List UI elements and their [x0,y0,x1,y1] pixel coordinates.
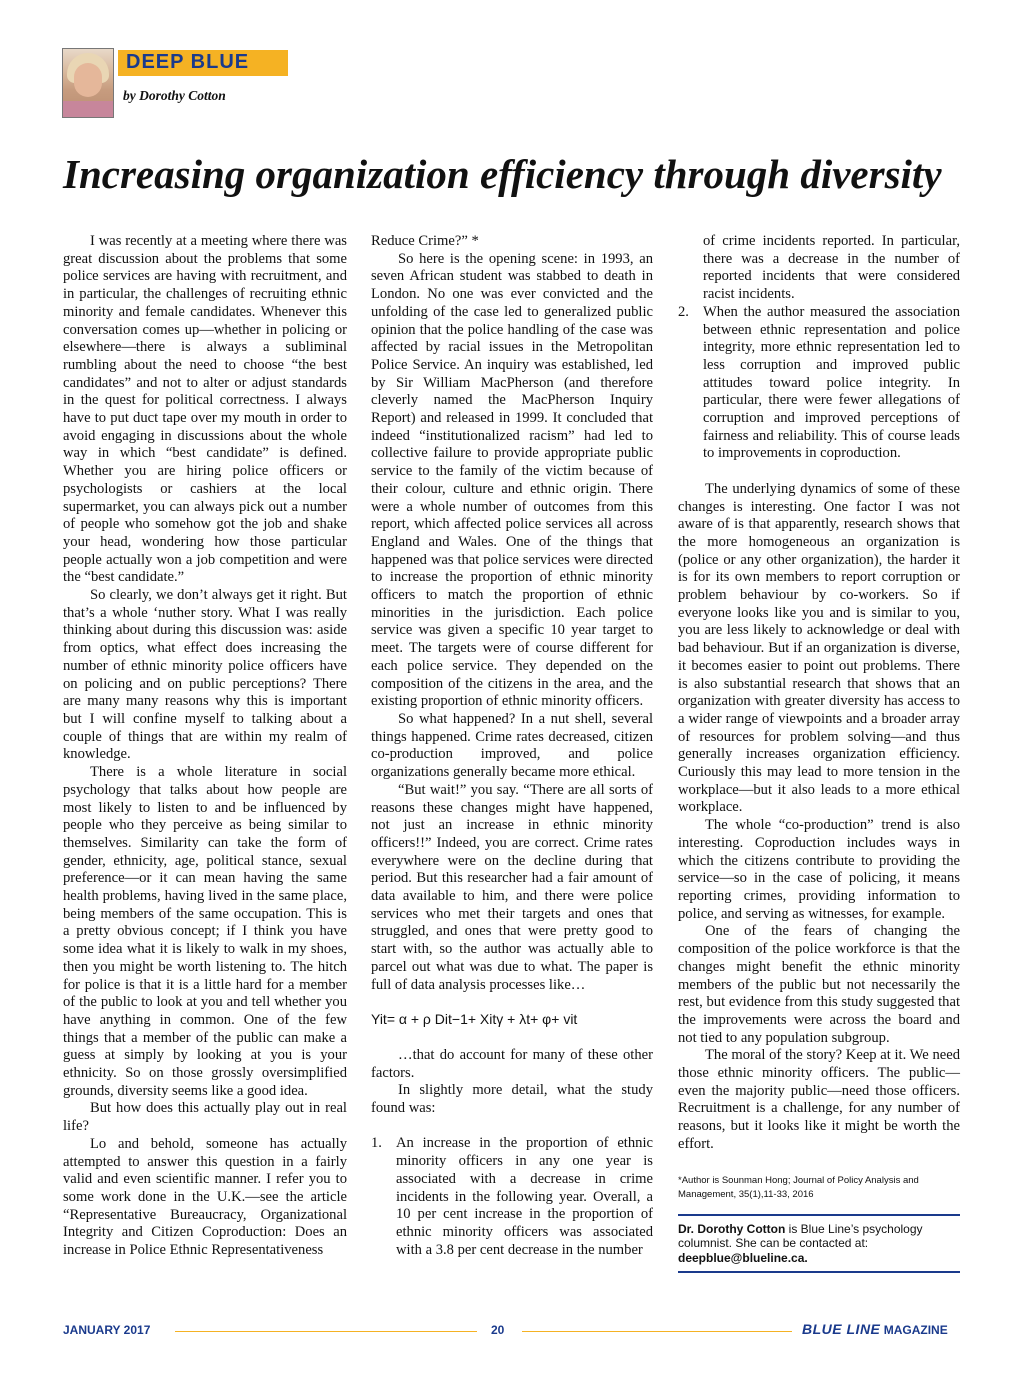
list-text: An increase in the proportion of ethnic minority officers in any one year is associated with a decrease in crime incidents in the following year. Overall, a 10 per cent increase in the proportion of ethnic minority officers was associated with a 3.8 per cent decrease in the number [396,1135,653,1258]
list-number: 2. [678,303,689,320]
column-3 [678,233,960,1273]
paragraph: There is a whole literature in social psychology that talks about how people are most likely to listen to and be influenced by people who they perceive as being similar to themselves. Similarity can take the form of gender, ethnicity, age, political stance, sexual preference—or it can mean having the same health problems, having lived in the same place, being members of the same occupation. This is a pretty obvious concept; if I think you have some idea what it is likely to walk in my shoes, then you might be worth listening to. The hitch for police is that it is a little hard for a member of the public to look at you and tell whether you have anything in common. One of the few things that a member of the public can make a guess at simply by looking at you is your ethnicity. So on those grossly oversimplified grounds, diversity seems like a good idea. [63,764,347,1099]
paragraph: In slightly more detail, what the study found was: [371,1082,653,1117]
section-banner [118,50,288,76]
magazine-brand: BLUE LINE [802,1321,881,1337]
paragraph: “But wait!” you say. “There are all sorts of reasons these changes might have happened, not just an increase in ethnic minority officers!!” Indeed, you are correct. Crime rates everywhere were on the decline during that period. But this researcher had a fair amount of data available to him, and there were police services who met their targets and ones that struggled, and ones that were pretty good to start with, so the author was actually able to parcel out what was due to what. The paper is full of data analysis processes like… [371,781,653,993]
paragraph: So what happened? In a nut shell, several things happened. Crime rates decreased, citizen co-production improved, and police organizations generally became more ethical. [371,710,653,781]
list-text-continued: of crime incidents reported. In particular, there was a decrease in the number of reported incidents that were considered racist incidents. [703,233,960,303]
author-photo [62,48,114,118]
paragraph: The moral of the story? Keep at it. We need those ethnic minority officers. The public—even the majority public—need those officers. Recruitment is a challenge, for any number of reasons, but it looks like it might be worth the effort. [678,1047,960,1152]
footer-rule-right [522,1331,792,1332]
paragraph: Lo and behold, someone has actually attempted to answer this question in a fairly valid and even scientific manner. I refer you to some work done in the U.K.—see the article “Representative Bureaucracy, Organizational Integrity and Citizen Coproduction: Does an increase in Police Ethnic Representativeness [63,1135,347,1259]
section-label: DEEP BLUE [126,51,250,73]
photo-face [74,63,102,97]
photo-shirt [63,101,113,117]
paragraph: I was recently at a meeting where there was great discussion about the problems that some police services are having with recruitment, and in particular, the challenges of recruiting ethnic minority and female candidates. Whenever this conversation comes up—whether in policing or elsewhere—there is always a subliminal rumbling about the need to choose “the best candidates” and not to alter or adjust standards in the quest for political correctness. I always have to put duct tape over my mouth in order to avoid engaging in discussions about the whole way in which “best candidate” is defined. Whether you are hiring police officers or psychologists or cashiers at the local supermarket, you can always pick out a number of people who somehow got the job and shake your head, wondering how those particular people actually won a job competition and were the “best candidate.” [63,233,347,586]
bio-name: Dr. Dorothy Cotton [678,1221,786,1236]
list-text: When the author measured the association between ethnic representation and police integrity, more ethnic representation led to less corruption and improved public attitudes toward police integrity. In particular, there were fewer allegations of corruption and improved perceptions of fairness and reliability. This of course leads to improvements in coproduction. [703,303,960,462]
magazine-name [802,1321,948,1337]
formula: Yit= α + ρ Dit−1+ Xitγ + λt+ φ+ vit [371,1011,578,1028]
paragraph: The whole “co-production” trend is also interesting. Coproduction includes ways in which the citizens contribute to providing the service—so in the case of policing, it means reporting crimes, providing information to police, and serving as witnesses, for example. [678,817,960,922]
page-number: 20 [491,1323,505,1337]
column-2 [371,233,653,1259]
list-number: 1. [371,1135,382,1152]
paragraph: Reduce Crime?” * [371,233,479,249]
bio-email[interactable]: deepblue@blueline.ca. [678,1250,808,1265]
paragraph: One of the fears of changing the composition of the police workforce is that the changes might benefit the ethnic minority members of the public but not necessarily the rest, but evidence from this study suggested that the improvements were across the board and not tied to any population subgroup. [678,923,960,1046]
article-title: Increasing organization efficiency through diversity [63,151,942,197]
list-item [371,1135,653,1259]
paragraph: But how does this actually play out in real life? [63,1100,347,1135]
paragraph: So clearly, we don’t always get it right. But that’s a whole ‘nuther story. What I was really thinking about during this discussion was: aside from optics, what effect does increasing the number of ethnic minority police officers have on policing and on public perceptions? There are many many reasons why this is important but I will confine myself to talking about a couple of things that are within my realm of knowledge. [63,587,347,763]
byline: by Dorothy Cotton [123,88,226,103]
footer-date: JANUARY 2017 [63,1323,151,1337]
paragraph: The underlying dynamics of some of these changes is interesting. One factor I was not aware of is that apparently, research shows that the more homogeneous an organization is (police or any other organization), the harder it is for its own members to report corruption or problem behaviour by co-workers. So if everyone looks like you and is similar to you, you are less likely to acknowledge or deal with bad behaviour. But if an organization is diverse, it becomes easier to point out problems. There is also substantial research that shows that an organization with greater diversity has access to a wider range of viewpoints and a broader array of resources for problem solving—and thus generally increases organization efficiency. Curiously this may lead to more tension in the workplace—but it also leads to a more ethical workplace. [678,480,960,816]
paragraph: So here is the opening scene: in 1993, an seven African student was stabbed to death in London. No one was ever convicted and the unfolding of the case led to generalized public opinion that the police handling of the case was affected by racial issues in the Metropolitan Police Service. An inquiry was established, led by Sir William MacPherson (and therefore cleverly named the MacPherson Inquiry Report) and released in 1999. It concluded that indeed “institutionalized racism” had led to collective failure to provide appropriate public service to the family of the victim because of their colour, culture and ethnic origin. There were a whole number of outcomes from this report, which affected police services all across England and Wales. One of the things that happened was that police services were directed to increase the proportion of ethnic minority officers to match the proportion of ethnic minorities in the jurisdiction. Each police service was given a specific 10 year target to meet. The targets were of course different for each police service. They depended on the composition of the citizens in the area, and the existing proportion of ethnic minority officers. [371,250,653,710]
paragraph: …that do account for many of these other factors. [371,1046,653,1081]
list-item [678,304,960,463]
column-1 [63,233,347,1260]
magazine-word: MAGAZINE [880,1323,948,1337]
footer-rule-left [175,1331,477,1332]
author-bio [678,1214,960,1274]
footnote: *Author is Sounman Hong; Journal of Policy Analysis and Management, 35(1),11-33, 2016 [678,1174,919,1200]
bio-text: is Blue Line’s psychology columnist. She can be contacted at: [678,1221,923,1251]
